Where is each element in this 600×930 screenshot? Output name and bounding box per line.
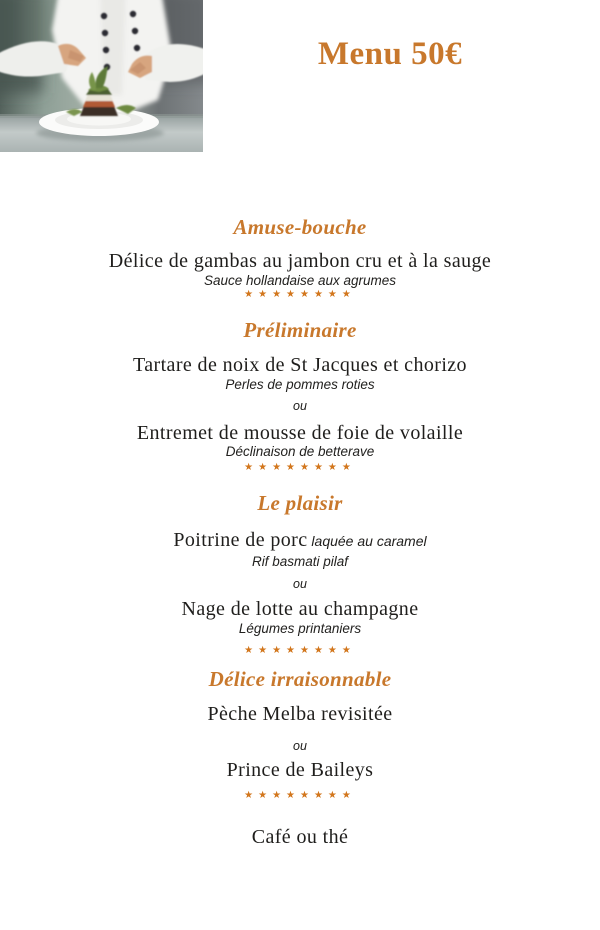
dish-detail: Rif basmati pilaf: [251, 554, 349, 569]
chef-photo: [0, 0, 203, 152]
dish-detail: Légumes printaniers: [238, 621, 362, 636]
dish-name: Tartare de noix de St Jacques et chorizo: [133, 354, 467, 376]
section-heading-delice-irraisonnable: Délice irraisonnable: [208, 667, 392, 691]
star-separator: ★★★★★★★★: [244, 790, 356, 801]
dish-name-suffix: laquée au caramel: [307, 533, 427, 549]
section-heading-preliminaire: Préliminaire: [243, 318, 357, 342]
dish-name: Nage de lotte au champagne: [181, 598, 419, 620]
star-separator: ★★★★★★★★: [244, 289, 356, 300]
menu-title: Menu 50€: [317, 36, 463, 72]
or-label: ou: [293, 577, 307, 591]
dish-detail: Sauce hollandaise aux agrumes: [203, 273, 397, 288]
dish-detail: Perles de pommes roties: [225, 377, 375, 392]
section-heading-le-plaisir: Le plaisir: [257, 491, 343, 515]
dish-detail: Déclinaison de betterave: [225, 444, 375, 459]
dish-name: Délice de gambas au jambon cru et à la sauge: [108, 250, 492, 272]
dish-name: Prince de Baileys: [226, 759, 374, 781]
or-label: ou: [293, 739, 307, 753]
section-heading-amuse-bouche: Amuse-bouche: [233, 215, 367, 239]
dish-name: Pèche Melba revisitée: [207, 703, 393, 725]
dish-name: [0, 528, 600, 552]
dish-name-main: Poitrine de porc: [173, 529, 308, 551]
menu-footer-coffee-tea: Café ou thé: [251, 826, 349, 848]
star-separator: ★★★★★★★★: [244, 462, 356, 473]
dish-name: Entremet de mousse de foie de volaille: [136, 422, 464, 444]
star-separator: ★★★★★★★★: [244, 645, 356, 656]
or-label: ou: [293, 399, 307, 413]
